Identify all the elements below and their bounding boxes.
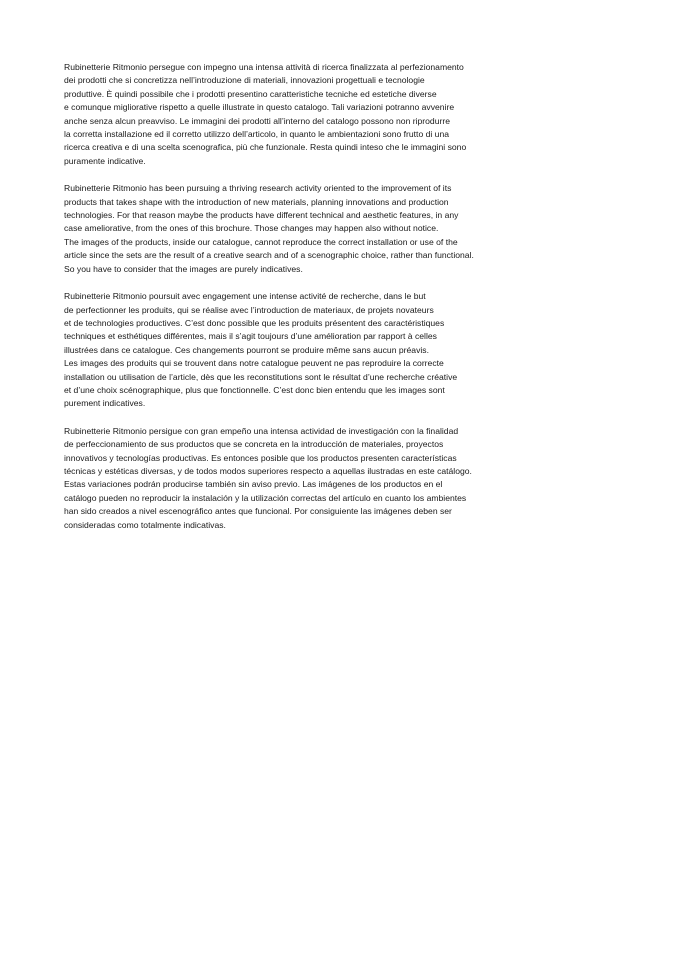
text-line: Estas variaciones podrán producirse también sin aviso previo. Las imágenes de los productos en el [64,479,443,490]
text-line: e comunque migliorative rispetto a quelle illustrate in questo catalogo. Tali variazioni potranno avvenire [64,102,455,113]
text-line: innovativos y tecnologías productivas. Es entonces posible que los productos presenten características [64,452,457,463]
paragraph-spanish [64,425,524,532]
text-line: case ameliorative, from the ones of this brochure. Those changes may happen also without notice. [64,223,439,234]
text-line: han sido creados a nivel escenográfico antes que funcional. Por consiguiente las imágenes deben ser [64,506,452,517]
text-line: technologies. For that reason maybe the products have different technical and aesthetic features, in any [64,210,459,221]
text-line: produttive. È quindi possibile che i prodotti presentino caratteristiche tecniche ed estetiche diverse [64,88,437,99]
text-line: Les images des produits qui se trouvent dans notre catalogue peuvent ne pas reproduire la correcte [64,358,444,369]
text-line: illustrées dans ce catalogue. Ces changements pourront se produire même sans aucun préavis. [64,344,429,355]
text-line: dei prodotti che si concretizza nell’introduzione di materiali, innovazioni progettuali e tecnologie [64,75,425,86]
text-line: So you have to consider that the images are purely indicatives. [64,263,303,274]
text-line: The images of the products, inside our catalogue, cannot reproduce the correct installation or use of the [64,236,458,247]
text-line: de perfeccionamiento de sus productos que se concreta en la introducción de materiales, proyectos [64,439,444,450]
text-line: Rubinetterie Ritmonio has been pursuing a thriving research activity oriented to the improvement of its [64,183,452,194]
text-line: techniques et esthétiques différentes, mais il s’agit toujours d’une amélioration par rapport à celles [64,331,437,342]
text-line: catálogo pueden no reproducir la instalación y la utilización correctas del artículo en cuanto los ambientes [64,492,467,503]
text-line: anche senza alcun preavviso. Le immagini dei prodotti all’interno del catalogo possono non riprodurre [64,115,450,126]
text-line: Rubinetterie Ritmonio persegue con impegno una intensa attività di ricerca finalizzata al perfezionamento [64,62,464,72]
text-line: products that takes shape with the introduction of new materials, planning innovations and production [64,196,449,207]
paragraph-french [64,290,524,411]
text-line: ricerca creativa e di una scelta scenografica, più che funzionale. Resta quindi inteso che le immagini sono [64,142,467,153]
text-line: Rubinetterie Ritmonio persigue con gran empeño una intensa actividad de investigación con la finalidad [64,425,459,436]
text-line: puramente indicative. [64,155,146,166]
text-line: consideradas como totalmente indicativas. [64,519,226,530]
text-line: técnicas y estéticas diversas, y de todos modos superiores respecto a aquellas ilustradas en este catálogo. [64,465,472,476]
text-line: de perfectionner les produits, qui se réalise avec l’introduction de materiaux, de projets novateurs [64,304,434,315]
text-line: et d’une choix scénographique, plus que fonctionnelle. C’est donc bien entendu que les images sont [64,384,445,395]
text-line: installation ou utilisation de l’article, dès que les reconstitutions sont le résultat d’une recherche créative [64,371,458,382]
text-line: la corretta installazione ed il corretto utilizzo dell’articolo, in quanto le ambientazioni sono frutto di una [64,129,450,140]
paragraph-english [64,182,524,276]
text-line: et de technologies productives. C’est donc possible que les produits présentent des caractéristiques [64,317,445,328]
text-line: Rubinetterie Ritmonio poursuit avec engagement une intense activité de recherche, dans le but [64,291,426,302]
text-line: article since the sets are the result of a creative search and of a scenographic choice, rather than functional. [64,250,474,261]
text-line: purement indicatives. [64,398,146,409]
paragraph-italian [64,61,524,168]
disclaimer-text-block [64,61,524,546]
